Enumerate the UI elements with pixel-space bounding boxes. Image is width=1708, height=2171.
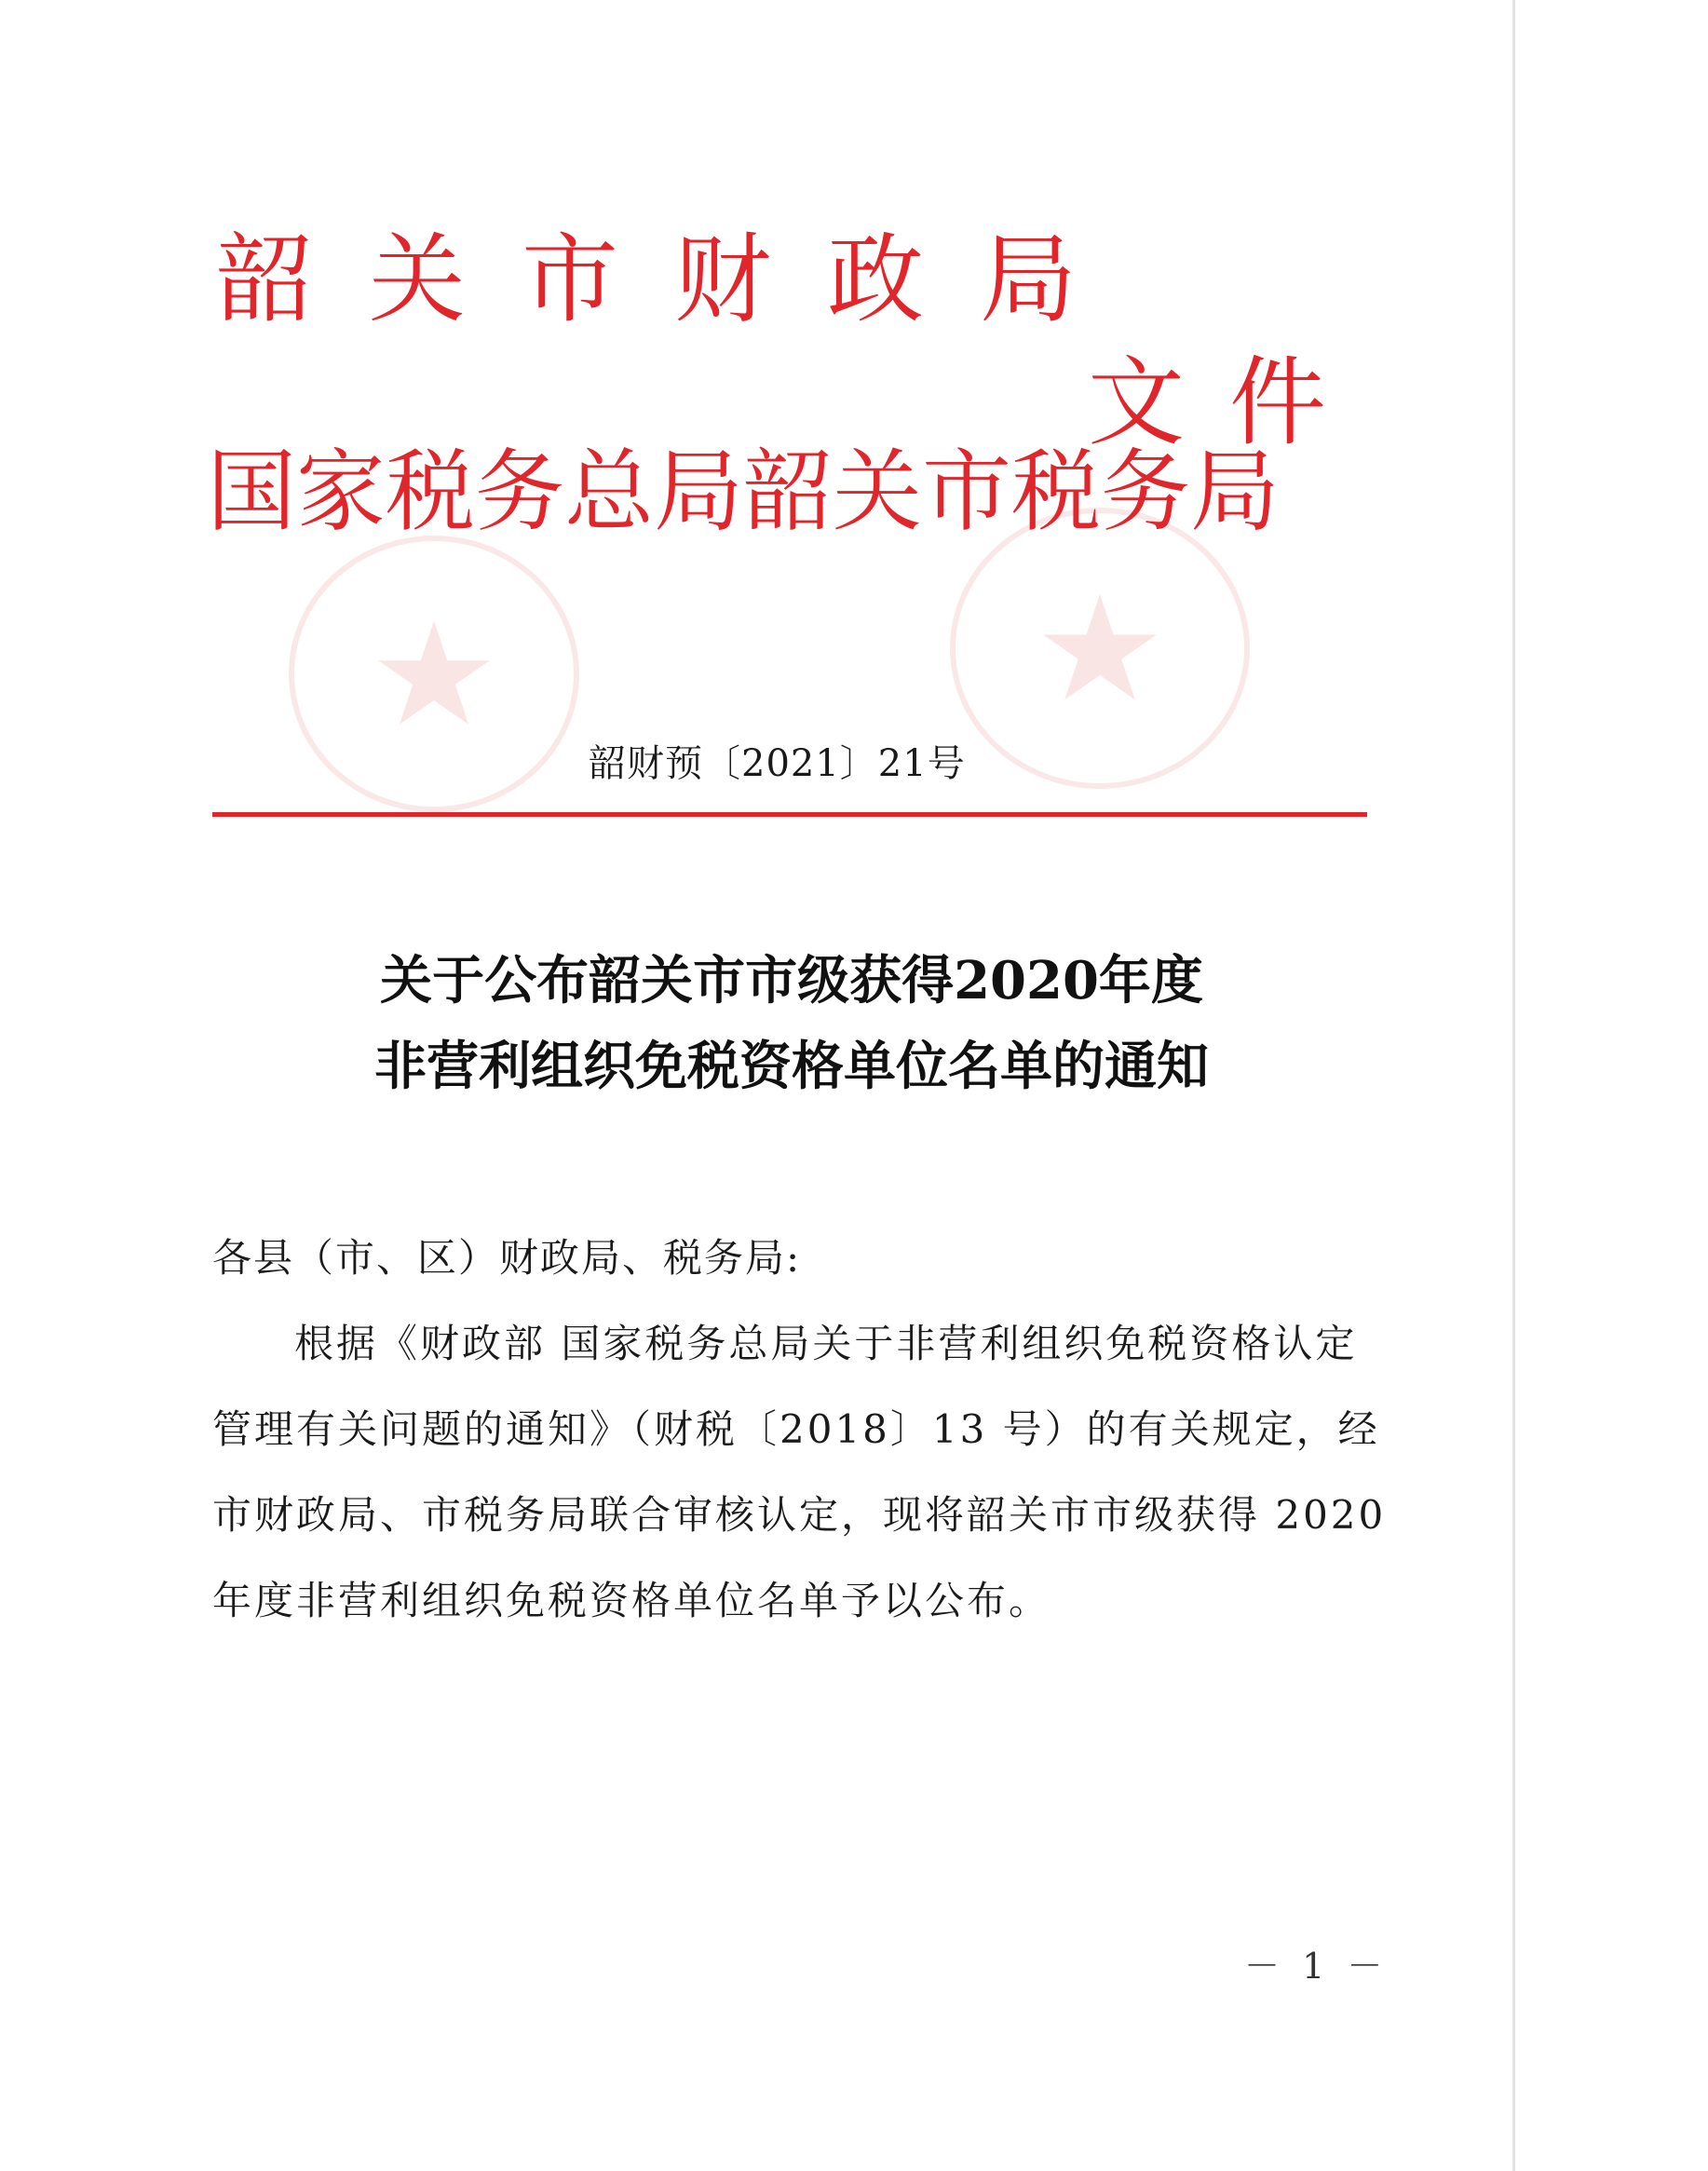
seal-star-icon bbox=[956, 513, 1244, 783]
document-title-line-2: 非营利组织免税资格单位名单的通知 bbox=[374, 1036, 1209, 1097]
document-type-label: 文件 bbox=[1088, 346, 1372, 459]
faded-seal-right bbox=[950, 508, 1250, 789]
salutation: 各县（市、区）财政局、税务局: bbox=[212, 1235, 802, 1281]
body-paragraph-line: 市财政局、市税务局联合审核认定，现将韶关市市级获得 2020 bbox=[212, 1492, 1387, 1538]
body-paragraph-line: 管理有关问题的通知》（财税〔2018〕13 号）的有关规定，经 bbox=[212, 1406, 1380, 1452]
document-number: 韶财预〔2021〕21号 bbox=[589, 742, 966, 785]
faded-seal-left bbox=[289, 536, 579, 812]
body-paragraph-line: 根据《财政部 国家税务总局关于非营利组织免税资格认定 bbox=[294, 1321, 1358, 1366]
red-divider bbox=[212, 812, 1367, 817]
page-number: － 1 － bbox=[1244, 1946, 1389, 1987]
seal-star-icon bbox=[294, 541, 574, 807]
document-title-line-1: 关于公布韶关市市级获得2020年度 bbox=[380, 950, 1203, 1011]
issuing-agency-tax-bureau: 国家税务总局韶关市税务局 bbox=[207, 440, 1280, 544]
issuing-agency-finance-bureau: 韶关市财政局 bbox=[216, 223, 1133, 336]
body-paragraph-line: 年度非营利组织免税资格单位名单予以公布。 bbox=[212, 1578, 1051, 1623]
